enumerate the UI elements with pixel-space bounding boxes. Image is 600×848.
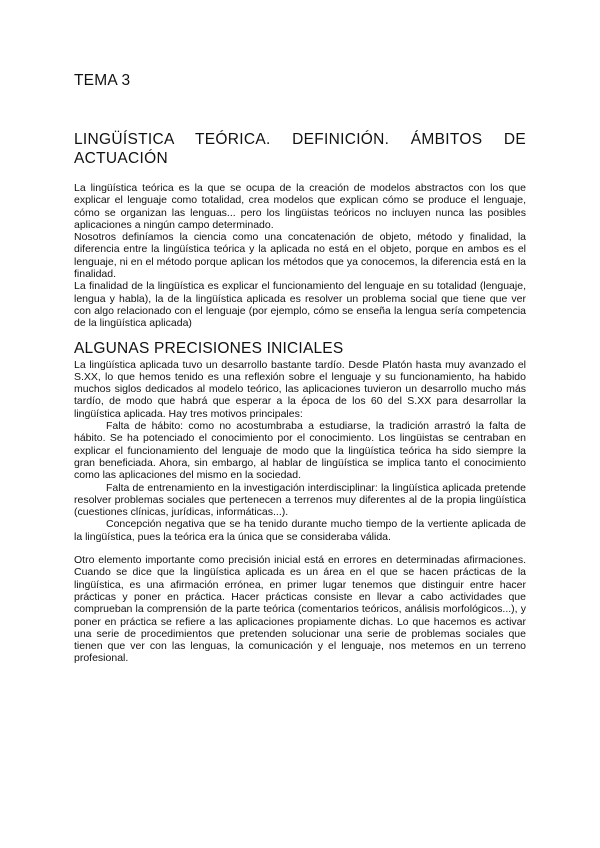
- paragraph-closing: Otro elemento importante como precisión inicial está en errores en determinadas afirmaciones. Cuando se dice que la lingüística aplicada es un área en el que se hacen prácticas de la lingüística, es una afirmación errónea, en primer lugar tenemos que distinguir entre hacer prácticas y poner en práctica. Hacer prácticas consiste en llevar a cabo actividades que comprueban la comprensión de la parte teórica (comentarios teóricos, análisis morfológicos...), y poner en práctica se refiere a las aplicaciones propiamente dichas. Lo que hacemos es activar una serie de procedimientos que pretenden solucionar una serie de problemas sociales que tienen que ver con las lenguas, la comunicación y el lenguaje, nos metemos en un terreno profesional.: [74, 554, 526, 665]
- spacer: [74, 543, 526, 554]
- paragraph-science: Nosotros definíamos la ciencia como una concatenación de objeto, método y finalidad, la diferencia entre la lingüística teórica y la aplicada no está en el objeto, porque en ambos es el lenguaje, ni en el método porque aplican los métodos que ya conocemos, la diferencia está en la finalidad.: [74, 231, 526, 281]
- paragraph-definition: La lingüística teórica es la que se ocupa de la creación de modelos abstractos con los que explicar el lenguaje como totalidad, crea modelos que explican cómo se produce el lenguaje, cómo se organizan las lenguas... pero los lingüistas teóricos no incluyen nunca las posibles aplicaciones a ningún campo determinado.: [74, 182, 526, 231]
- unit-label: TEMA 3: [74, 72, 131, 89]
- section-heading: ALGUNAS PRECISIONES INICIALES: [74, 339, 344, 357]
- reason-item: Falta de hábito: como no acostumbraba a estudiarse, la tradición arrastró la falta de hábito. Se ha potenciado el conocimiento por el conocimiento. Los lingüistas se centraban en explicar el funcionamiento del lenguaje de modo que la lingüística teórica ha sido siempre la gran beneficiada. Ahora, sin embargo, al hablar de lingüística se implica tanto el conocimiento como las aplicaciones del mismo en la sociedad.: [74, 420, 526, 482]
- reason-item: Falta de entrenamiento en la investigación interdisciplinar: la lingüística aplicada pretende resolver problemas sociales que pertenecen a terrenos muy diferentes al de la propia lingüística (cuestiones clínicas, jurídicas, informáticas...).: [74, 481, 526, 519]
- reason-item: Concepción negativa que se ha tenido durante mucho tiempo de la vertiente aplicada de la lingüística, pues la teórica era la única que se consideraba válida.: [74, 518, 526, 543]
- section-precisions: [74, 359, 526, 665]
- page-title: LINGÜÍSTICA TEÓRICA. DEFINICIÓN. ÁMBITOS DE ACTUACIÓN: [74, 131, 526, 167]
- section-definition: [74, 182, 526, 330]
- paragraph-purpose: La finalidad de la lingüística es explicar el funcionamiento del lenguaje en su totalidad (lenguaje, lengua y habla), la de la lingüística aplicada es resolver un problema social que tiene que ver con algo relacionado con el lenguaje (por ejemplo, cómo se enseña la lengua sería competencia de la lingüística aplicada): [74, 280, 526, 330]
- paragraph-intro: La lingüística aplicada tuvo un desarrollo bastante tardío. Desde Platón hasta muy avanzado el S.XX, lo que hemos tenido es una reflexión sobre el lenguaje y su funcionamiento, ha habido muchos siglos dedicados al modelo teórico, las aplicaciones tuvieron un desarrollo mucho más tardío, de modo que habrá que esperar a la época de los 60 del S.XX para desarrollar la lingüística aplicada. Hay tres motivos principales:: [74, 358, 526, 420]
